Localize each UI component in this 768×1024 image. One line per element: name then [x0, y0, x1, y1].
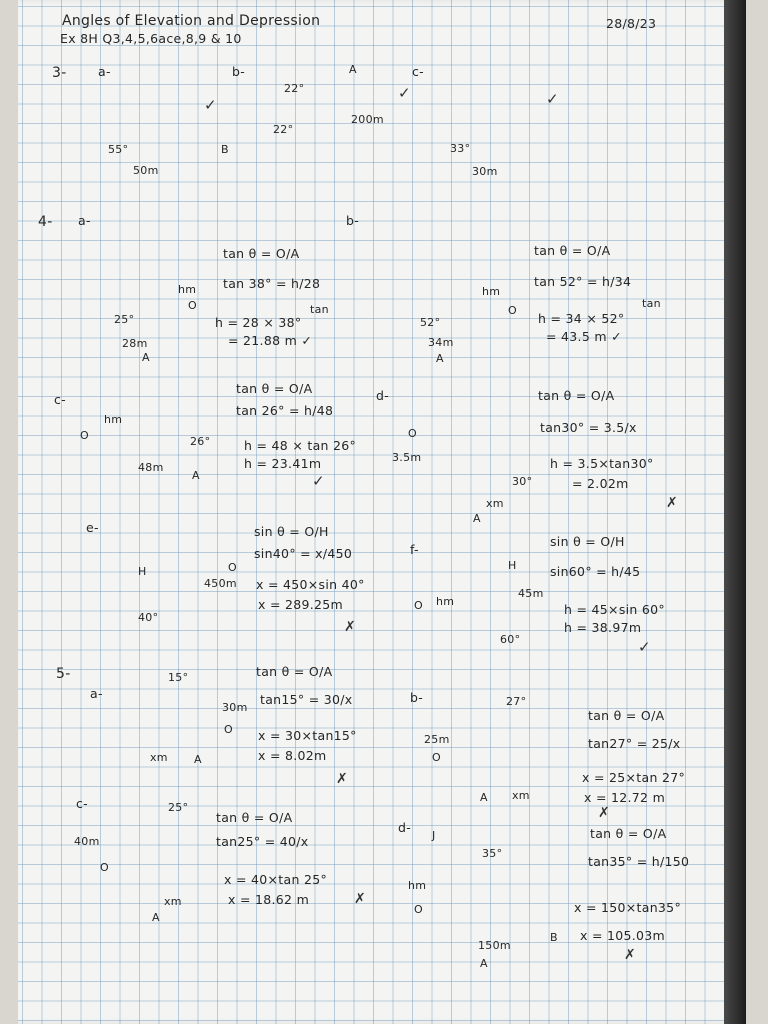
q5c-base: xm [164, 895, 182, 908]
notebook-page [18, 0, 746, 1024]
q3b-point-a: A [349, 63, 357, 76]
q5b-label: b- [410, 690, 424, 705]
q3b-top-angle: 22° [284, 82, 305, 95]
q3c-mark: ✓ [546, 90, 559, 108]
q5d-side: hm [408, 879, 427, 892]
q4f-label: f- [410, 542, 419, 557]
q4d-work-2: tan30° = 3.5/x [540, 420, 637, 435]
q4c-work-2: tan 26° = h/48 [236, 403, 334, 418]
q5d-side-a: A [480, 957, 488, 970]
q5c-side-o: O [100, 861, 109, 874]
q4b-work-4: = 43.5 m ✓ [546, 329, 622, 344]
q5b-work-1: tan θ = O/A [588, 708, 665, 723]
q4a-side-a: A [142, 351, 150, 364]
q4f-side-o: O [414, 599, 423, 612]
q4c-work-1: tan θ = O/A [236, 381, 313, 396]
q5d-work-3: x = 150×tan35° [574, 900, 681, 915]
q3b-bottom-angle: 22° [273, 123, 294, 136]
q4a-base: 28m [122, 337, 148, 350]
q4d-base: xm [486, 497, 504, 510]
q4d-work-4: = 2.02m [572, 476, 629, 491]
q4f-side: hm [436, 595, 455, 608]
q4d-side: 3.5m [392, 451, 422, 464]
q5c-angle: 25° [168, 801, 189, 814]
q5d-label: d- [398, 820, 412, 835]
q4b-side-o: O [508, 304, 517, 317]
q5a-side-a: A [194, 753, 202, 766]
q5a-label: a- [90, 686, 103, 701]
q5c-work-4: x = 18.62 m [228, 892, 310, 907]
q4d-mark: ✗ [666, 495, 679, 511]
q5b-mark: ✗ [598, 805, 611, 821]
q3b-label: b- [232, 64, 246, 79]
q4a-work-3: h = 28 × 38° [215, 315, 302, 330]
q5c-side-a: A [152, 911, 160, 924]
q4c-side-a: A [192, 469, 200, 482]
q5b-base: xm [512, 789, 530, 802]
q5c-mark: ✗ [354, 891, 367, 907]
q4c-label: c- [54, 392, 66, 407]
q5d-work-1: tan θ = O/A [590, 826, 667, 841]
q4d-work-1: tan θ = O/A [538, 388, 615, 403]
q5c-work-2: tan25° = 40/x [216, 834, 309, 849]
q4c-angle: 26° [190, 435, 211, 448]
q5b-side: 25m [424, 733, 450, 746]
q4b-base: 34m [428, 336, 454, 349]
q3b-height: 200m [351, 113, 384, 126]
q3c-base: 30m [472, 165, 498, 178]
q3-number: 3- [52, 65, 67, 81]
q4e-label: e- [86, 520, 99, 535]
q5c-work-3: x = 40×tan 25° [224, 872, 328, 887]
q4c-base: 48m [138, 461, 164, 474]
q5b-angle: 27° [506, 695, 527, 708]
page-date: 28/8/23 [606, 16, 657, 31]
q4a-work-4: = 21.88 m ✓ [228, 333, 313, 348]
q4d-side-a: A [473, 512, 481, 525]
exercise-reference: Ex 8H Q3,4,5,6ace,8,9 & 10 [60, 31, 242, 46]
q5d-angle: 35° [482, 847, 503, 860]
q4e-mark: ✗ [344, 619, 357, 635]
q5c-label: c- [76, 796, 88, 811]
q4f-work-4: h = 38.97m [564, 620, 642, 635]
q4b-side-a: A [436, 352, 444, 365]
q5d-point-b: B [550, 931, 558, 944]
q5b-work-4: x = 12.72 m [584, 790, 666, 805]
q4b-side-h: hm [482, 285, 501, 298]
q4f-hyp: 45m [518, 587, 544, 600]
q5b-side-a: A [480, 791, 488, 804]
q5a-side: 30m [222, 701, 248, 714]
q4a-annotation: tan [310, 303, 329, 316]
q4e-work-3: x = 450×sin 40° [256, 577, 365, 592]
q4e-angle: 40° [138, 611, 159, 624]
q5a-work-3: x = 30×tan15° [258, 728, 357, 743]
q4f-side-h: H [508, 559, 517, 572]
q3a-angle: 55° [108, 143, 129, 156]
q4f-mark: ✓ [638, 638, 651, 656]
q5d-work-2: tan35° = h/150 [588, 854, 690, 869]
q4e-side: 450m [204, 577, 237, 590]
q5a-work-1: tan θ = O/A [256, 664, 333, 679]
q3b-mark: ✓ [398, 84, 411, 102]
q4e-side-h: H [138, 565, 147, 578]
q4a-label: a- [78, 213, 91, 228]
q4f-work-3: h = 45×sin 60° [564, 602, 665, 617]
q4e-work-4: x = 289.25m [258, 597, 344, 612]
q4f-work-1: sin θ = O/H [550, 534, 625, 549]
q4b-label: b- [346, 213, 360, 228]
q5a-side-o: O [224, 723, 233, 736]
q4c-work-3: h = 48 × tan 26° [244, 438, 357, 453]
q4d-work-3: h = 3.5×tan30° [550, 456, 654, 471]
notebook-binding [724, 0, 746, 1024]
q4c-side-o: O [80, 429, 89, 442]
q4b-work-3: h = 34 × 52° [538, 311, 625, 326]
q4a-side-o: O [188, 299, 197, 312]
q5b-work-2: tan27° = 25/x [588, 736, 681, 751]
q5d-base: 150m [478, 939, 511, 952]
q4d-side-o: O [408, 427, 417, 440]
q5b-work-3: x = 25×tan 27° [582, 770, 686, 785]
q4e-work-2: sin40° = x/450 [254, 546, 353, 561]
q4c-side-h: hm [104, 413, 123, 426]
q4b-annotation: tan [642, 297, 661, 310]
page-title: Angles of Elevation and Depression [62, 13, 321, 29]
q5d-work-4: x = 105.03m [580, 928, 666, 943]
q3a-label: a- [98, 64, 111, 79]
q4a-work-1: tan θ = O/A [223, 246, 300, 261]
q4a-work-2: tan 38° = h/28 [223, 276, 321, 291]
q4d-angle: 30° [512, 475, 533, 488]
q3c-angle: 33° [450, 142, 471, 155]
q4e-side-o: O [228, 561, 237, 574]
q3b-point-b: B [221, 143, 229, 156]
q5a-angle: 15° [168, 671, 189, 684]
q4b-angle: 52° [420, 316, 441, 329]
q4f-angle: 60° [500, 633, 521, 646]
q4e-work-1: sin θ = O/H [254, 524, 329, 539]
q5c-side: 40m [74, 835, 100, 848]
q5a-work-4: x = 8.02m [258, 748, 327, 763]
q4c-work-4: h = 23.41m [244, 456, 322, 471]
q4c-mark: ✓ [312, 472, 325, 490]
q4a-side-h: hm [178, 283, 197, 296]
q5a-base: xm [150, 751, 168, 764]
q5a-work-2: tan15° = 30/x [260, 692, 353, 707]
q5d-side-o: O [414, 903, 423, 916]
q5d-point-j: J [432, 829, 436, 842]
q4f-work-2: sin60° = h/45 [550, 564, 641, 579]
q5c-work-1: tan θ = O/A [216, 810, 293, 825]
q3c-label: c- [412, 64, 424, 79]
q5-number: 5- [56, 666, 71, 682]
q4b-work-1: tan θ = O/A [534, 243, 611, 258]
q4d-label: d- [376, 388, 390, 403]
q5b-side-o: O [432, 751, 441, 764]
q3a-mark: ✓ [204, 96, 217, 114]
q4a-angle: 25° [114, 313, 135, 326]
q3a-base: 50m [133, 164, 159, 177]
q4b-work-2: tan 52° = h/34 [534, 274, 632, 289]
q5d-mark: ✗ [624, 947, 637, 963]
q4-number: 4- [38, 214, 53, 230]
q5a-mark: ✗ [336, 771, 349, 787]
